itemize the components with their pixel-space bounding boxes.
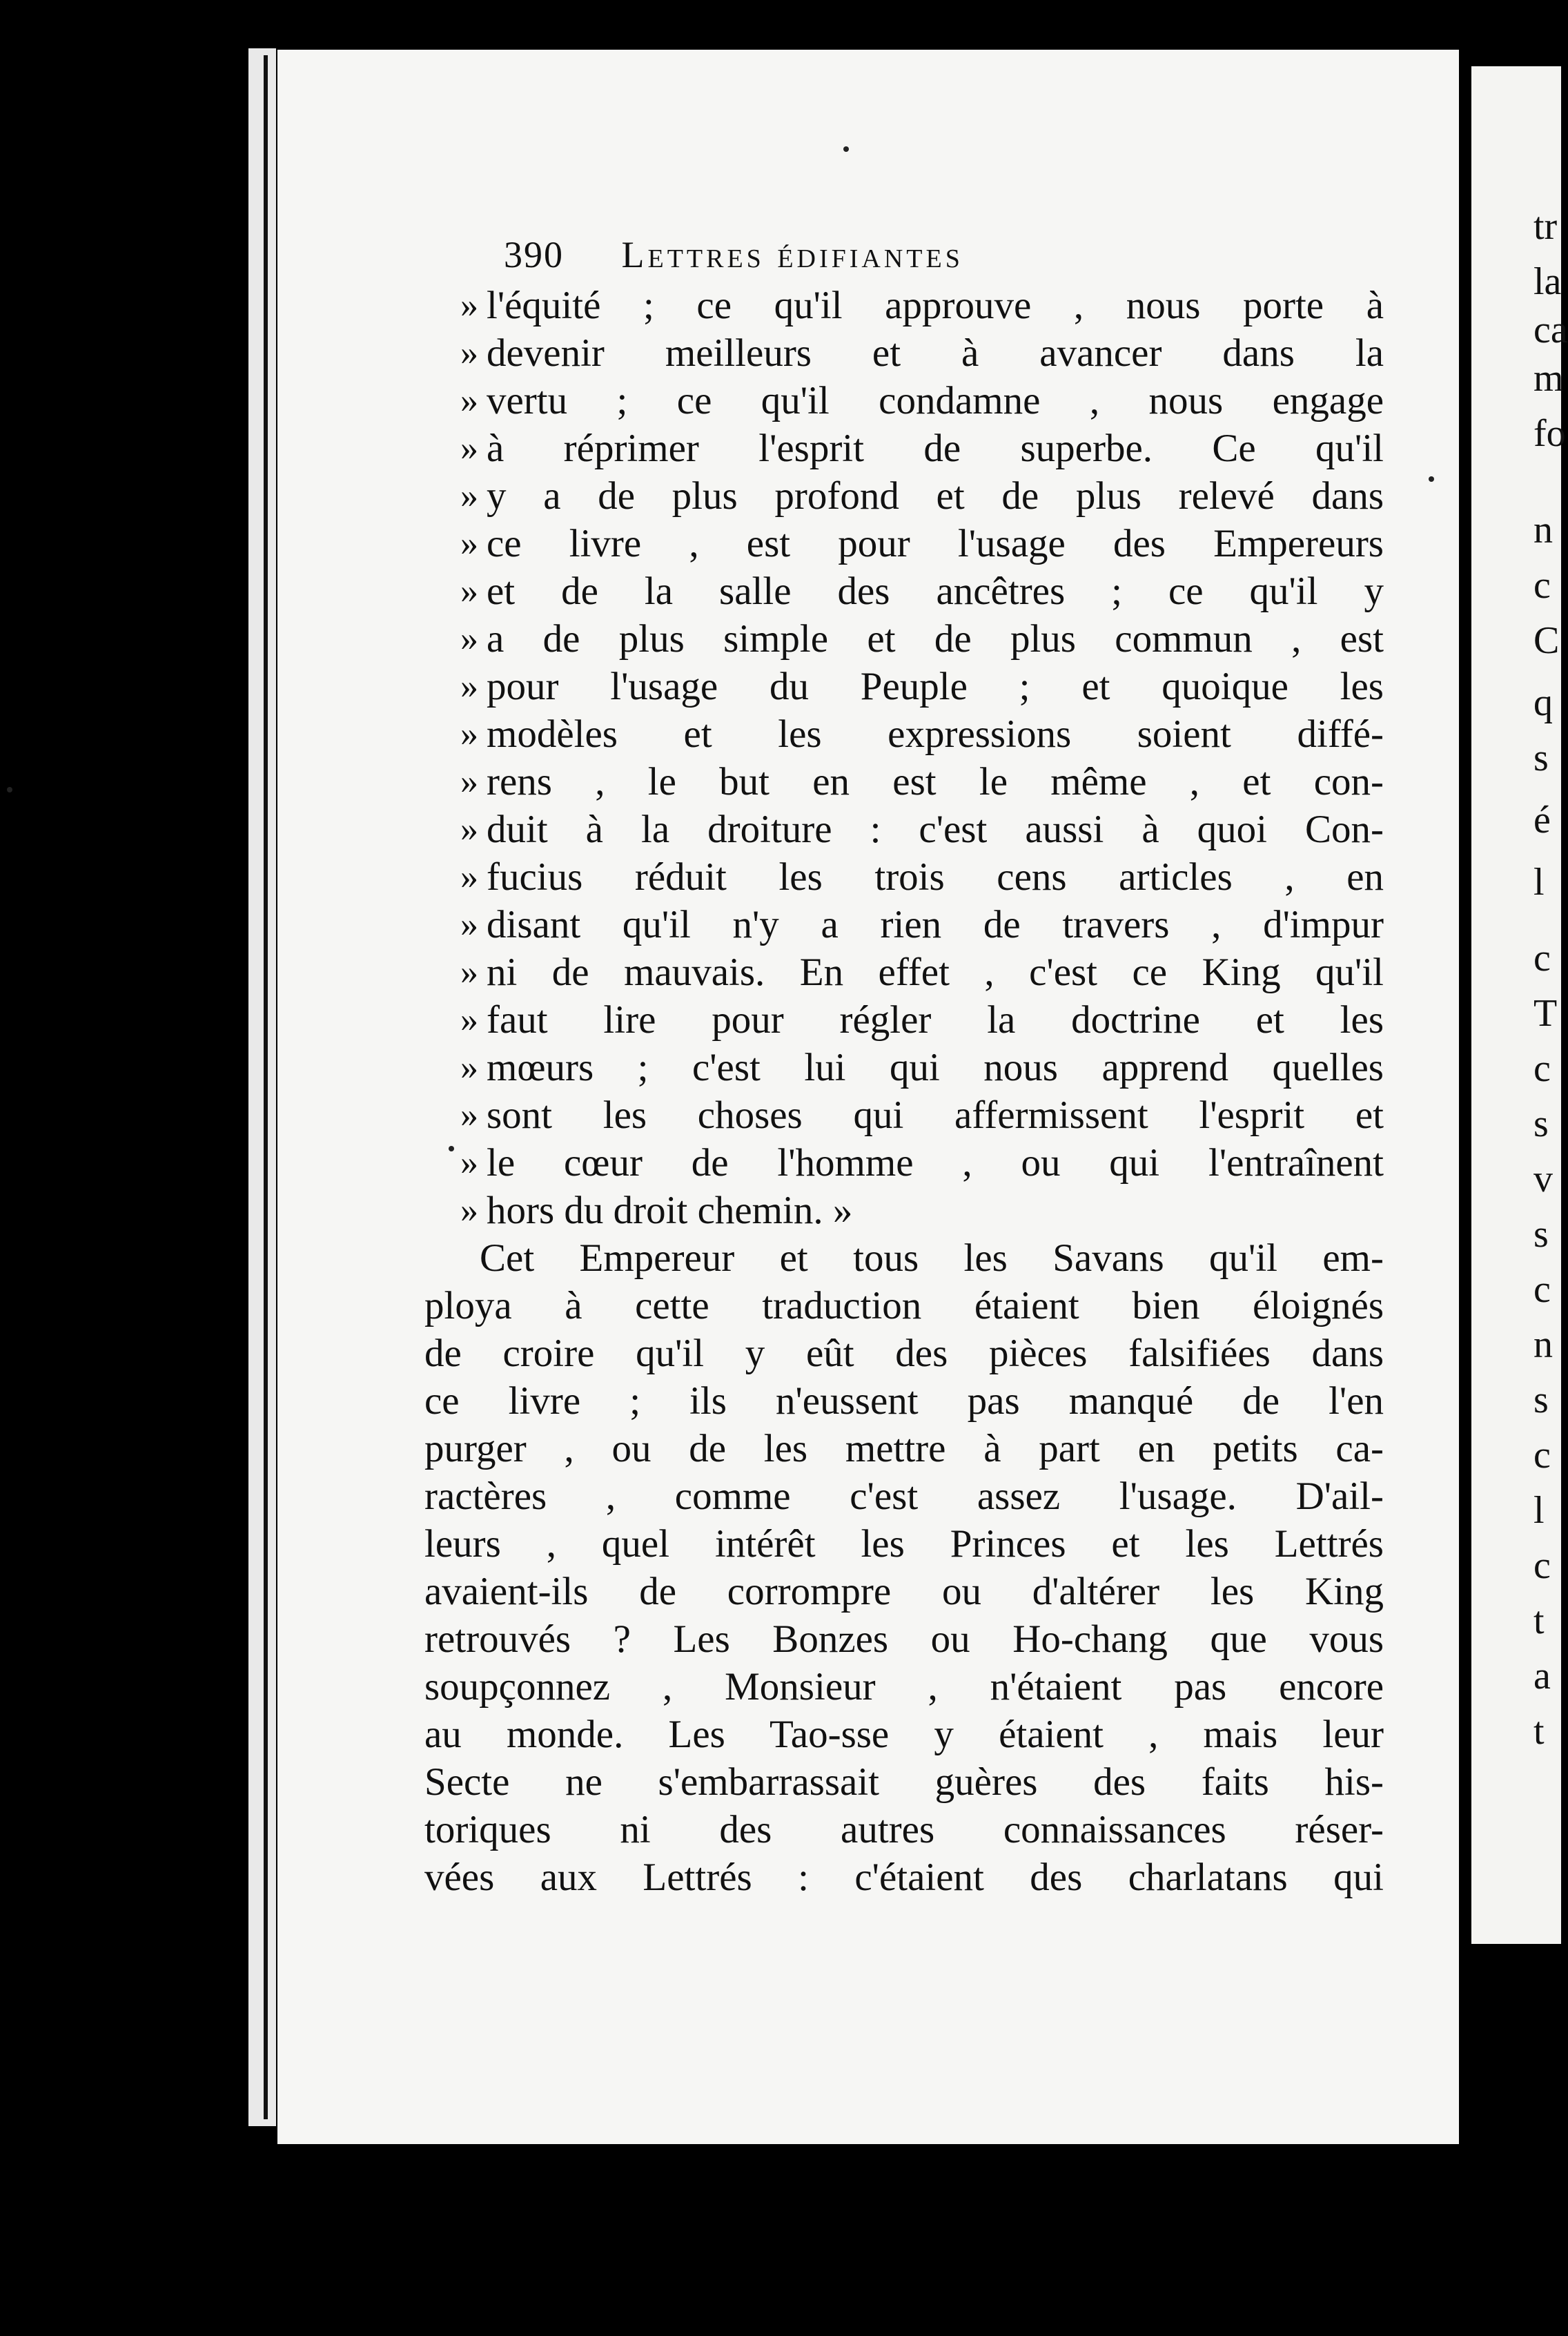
quote-text: le cœur de l'homme , ou qui l'entraînent — [487, 1141, 1384, 1185]
quote-mark: » — [460, 1191, 478, 1230]
facing-page-fragment: c — [1533, 1544, 1551, 1587]
paragraph-line: avaient-ils de corrompre ou d'altérer les King — [424, 1570, 1384, 1613]
facing-page-fragment: t — [1533, 1710, 1545, 1753]
quote-mark: » — [460, 476, 478, 516]
paragraph-line: ce livre ; ils n'eussent pas manqué de l'en — [424, 1379, 1384, 1423]
paragraph-line: toriques ni des autres connaissances réser- — [424, 1808, 1384, 1851]
quotation-block — [460, 282, 1384, 1234]
facing-page-fragment: n — [1533, 1323, 1553, 1366]
facing-page-fragment: é — [1533, 799, 1551, 841]
ink-speck — [1429, 476, 1434, 482]
quote-text: faut lire pour régler la doctrine et les — [487, 998, 1384, 1042]
quote-line — [460, 282, 1384, 329]
quote-mark: » — [460, 524, 478, 563]
paragraph-line: Secte ne s'embarrassait guères des faits his- — [424, 1760, 1384, 1804]
quote-text: fucius réduit les trois cens articles , en — [487, 855, 1384, 899]
paragraph-line: purger , ou de les mettre à part en petits ca- — [424, 1427, 1384, 1470]
quote-text: vertu ; ce qu'il condamne , nous engage — [487, 379, 1384, 422]
quote-mark: » — [460, 1096, 478, 1135]
page-number: 390 — [504, 234, 564, 275]
binding-edge — [248, 48, 276, 2126]
quote-mark: » — [460, 572, 478, 611]
quote-mark: » — [460, 714, 478, 754]
quote-mark: » — [460, 381, 478, 420]
ink-speck — [449, 1146, 454, 1151]
paragraph-line: de croire qu'il y eût des pièces falsifiées dans — [424, 1332, 1384, 1375]
paragraph-line: Cet Empereur et tous les Savans qu'il em- — [480, 1236, 1384, 1280]
quote-text: et de la salle des ancêtres ; ce qu'il y — [487, 570, 1384, 613]
quote-mark: » — [460, 286, 478, 325]
quote-line — [460, 1139, 1384, 1187]
quote-text: ni de mauvais. En effet , c'est ce King qu'il — [487, 951, 1384, 994]
quote-mark: » — [460, 429, 478, 468]
facing-page-fragment: c — [1533, 564, 1551, 607]
facing-page-fragment: n — [1533, 509, 1553, 552]
quote-line — [460, 663, 1384, 710]
quote-text: devenir meilleurs et à avancer dans la — [487, 331, 1384, 375]
quote-text: sont les choses qui affermissent l'esprit et — [487, 1093, 1384, 1137]
paragraph-line: ractères , comme c'est assez l'usage. D'ail- — [424, 1474, 1384, 1518]
running-title: Lettres édifiantes — [621, 234, 963, 275]
facing-page-fragment: s — [1533, 1213, 1549, 1256]
paragraph-line: soupçonnez , Monsieur , n'étaient pas encore — [424, 1665, 1384, 1709]
quote-line — [460, 520, 1384, 567]
quote-text: rens , le but en est le même , et con- — [487, 760, 1384, 804]
quote-mark: » — [460, 619, 478, 659]
quote-mark: » — [460, 1048, 478, 1087]
facing-page-fragment: m — [1533, 357, 1564, 400]
facing-page-edge — [1471, 66, 1568, 1944]
facing-page-fragment: ca — [1533, 309, 1568, 351]
binding-shadow-line — [264, 55, 268, 2119]
facing-page-fragment: T — [1533, 992, 1558, 1035]
quote-text: hors du droit chemin. » — [487, 1189, 853, 1232]
quote-text: ce livre , est pour l'usage des Empereurs — [487, 522, 1384, 565]
quote-line — [460, 948, 1384, 996]
quote-line — [460, 853, 1384, 901]
quote-line — [460, 1044, 1384, 1091]
quote-line — [460, 1187, 1384, 1234]
paragraph — [424, 1234, 1384, 1901]
facing-page-fragment: c — [1533, 937, 1551, 980]
quote-mark: » — [460, 333, 478, 373]
quote-text: modèles et les expressions soient diffé- — [487, 712, 1384, 756]
facing-page-fragment: c — [1533, 1434, 1551, 1477]
quote-mark: » — [460, 905, 478, 944]
quote-text: a de plus simple et de plus commun , est — [487, 617, 1384, 661]
quote-mark: » — [460, 1000, 478, 1040]
facing-page-fragment: t — [1533, 1599, 1545, 1642]
paragraph-line: ploya à cette traduction étaient bien éloignés — [424, 1284, 1384, 1327]
quote-text: duit à la droiture : c'est aussi à quoi Con- — [487, 808, 1384, 851]
quote-line — [460, 472, 1384, 520]
quote-line — [460, 329, 1384, 377]
quote-line — [460, 996, 1384, 1044]
quote-line — [460, 425, 1384, 472]
ink-speck — [843, 146, 849, 152]
facing-page-fragment: fo — [1533, 412, 1566, 455]
quote-line — [460, 901, 1384, 948]
quote-text: à réprimer l'esprit de superbe. Ce qu'il — [487, 427, 1384, 470]
facing-page-fragment: C — [1533, 619, 1560, 662]
facing-page-fragment: q — [1533, 681, 1553, 724]
quote-mark: » — [460, 1143, 478, 1182]
quote-line — [460, 806, 1384, 853]
page-body — [424, 282, 1384, 1901]
quote-line — [460, 1091, 1384, 1139]
quote-text: mœurs ; c'est lui qui nous apprend quelles — [487, 1046, 1384, 1089]
ink-speck — [7, 787, 12, 792]
paragraph-line: retrouvés ? Les Bonzes ou Ho-chang que vous — [424, 1617, 1384, 1661]
facing-page-fragment: s — [1533, 1379, 1549, 1421]
quote-text: y a de plus profond et de plus relevé dans — [487, 474, 1384, 518]
facing-page-fragment: a — [1533, 1655, 1551, 1697]
quote-text: pour l'usage du Peuple ; et quoique les — [487, 665, 1384, 708]
facing-page-fragment: c — [1533, 1268, 1551, 1311]
facing-page-fragment: v — [1533, 1158, 1553, 1200]
quote-text: disant qu'il n'y a rien de travers , d'impur — [487, 903, 1384, 946]
quote-mark: » — [460, 810, 478, 849]
quote-mark: » — [460, 667, 478, 706]
facing-page-fragment: l — [1533, 1489, 1545, 1532]
quote-text: l'équité ; ce qu'il approuve , nous porte à — [487, 284, 1384, 327]
facing-page-fragment: s — [1533, 737, 1549, 779]
facing-page-fragment: s — [1533, 1102, 1549, 1145]
facing-page-fragment: c — [1533, 1047, 1551, 1090]
quote-mark: » — [460, 762, 478, 801]
quote-mark: » — [460, 857, 478, 897]
paragraph-line: vées aux Lettrés : c'étaient des charlatans qui — [424, 1856, 1384, 1899]
quote-line — [460, 377, 1384, 425]
quote-mark: » — [460, 953, 478, 992]
facing-page-fragment: la — [1533, 260, 1562, 303]
paragraph-line: leurs , quel intérêt les Princes et les Lettrés — [424, 1522, 1384, 1566]
quote-line — [460, 758, 1384, 806]
quote-line — [460, 710, 1384, 758]
facing-page-fragment: l — [1533, 861, 1545, 904]
facing-page-fragment: tr — [1533, 205, 1558, 248]
paragraph-line: au monde. Les Tao-sse y étaient , mais leur — [424, 1713, 1384, 1756]
quote-line — [460, 615, 1384, 663]
quote-line — [460, 567, 1384, 615]
